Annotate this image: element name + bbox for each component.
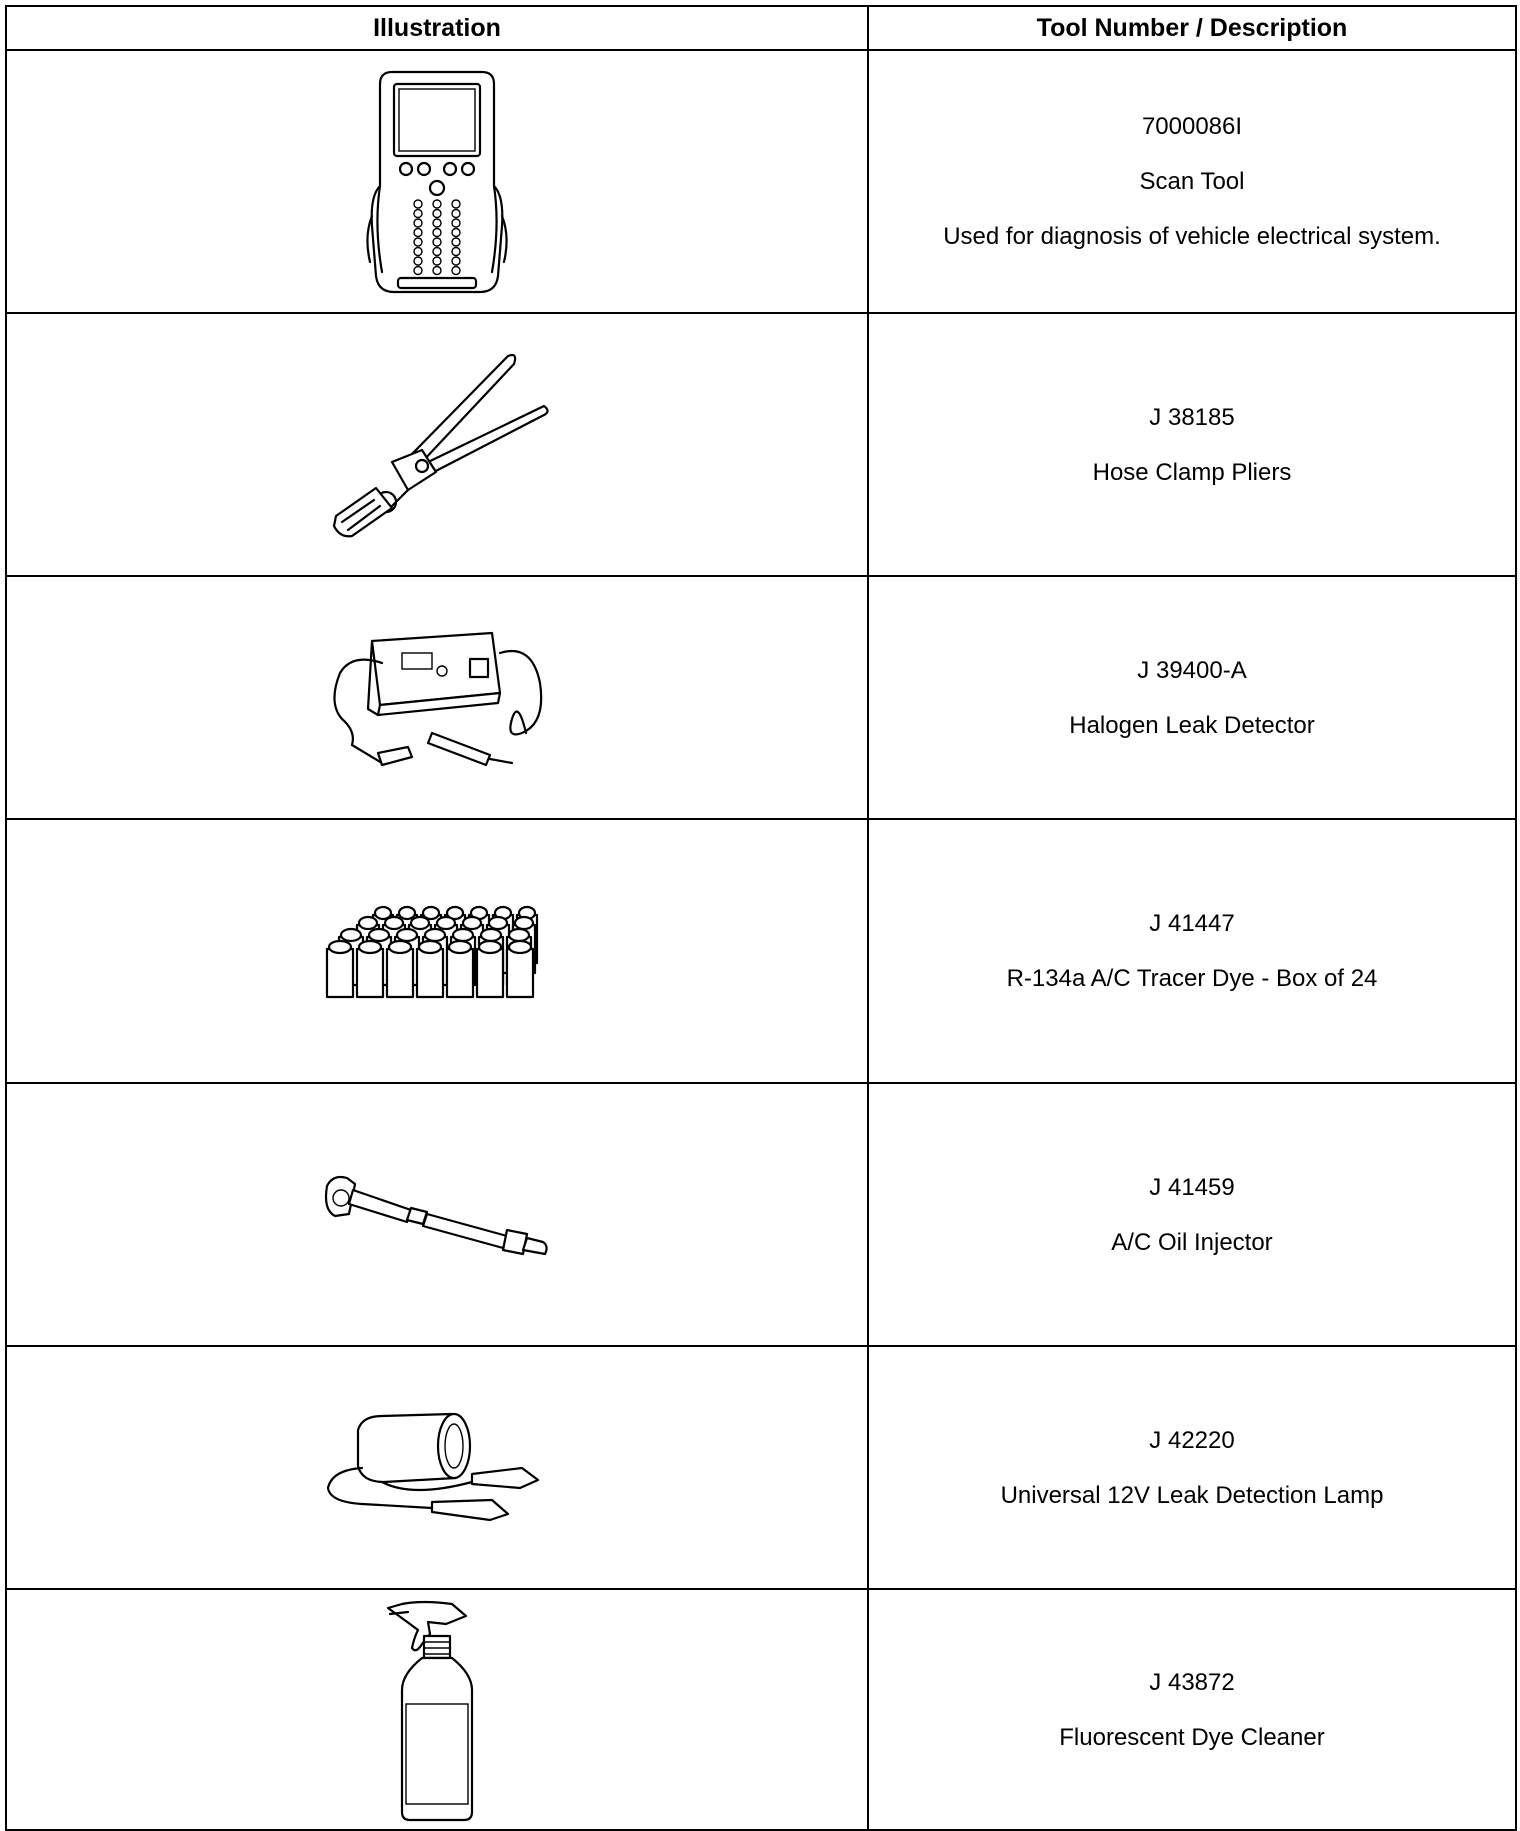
description-cell [868, 1083, 1516, 1346]
tool-number: J 43872 [1149, 1668, 1235, 1696]
tool-name: R-134a A/C Tracer Dye - Box of 24 [1006, 965, 1378, 992]
table-row [6, 1083, 1516, 1346]
tool-name: Universal 12V Leak Detection Lamp [1000, 1481, 1384, 1509]
illustration-cell [6, 1083, 868, 1346]
description-cell [868, 50, 1516, 313]
leak-detection-lamp-icon [322, 1408, 552, 1528]
tool-number: J 41447 [1149, 910, 1235, 937]
tool-name: Fluorescent Dye Cleaner [1059, 1723, 1325, 1751]
description-cell [868, 1589, 1516, 1830]
spray-bottle-icon [382, 1594, 492, 1826]
description-cell [868, 819, 1516, 1083]
table-row [6, 576, 1516, 819]
illustration-cell [6, 50, 868, 313]
description-cell [868, 313, 1516, 576]
tool-number: J 38185 [1149, 403, 1235, 431]
tool-name: Hose Clamp Pliers [1092, 458, 1292, 486]
table-row [6, 313, 1516, 576]
header-tool-number-description: Tool Number / Description [868, 6, 1516, 50]
tool-name: A/C Oil Injector [1111, 1228, 1273, 1256]
tool-number: J 42220 [1149, 1426, 1235, 1454]
tool-name: Halogen Leak Detector [1069, 711, 1315, 739]
illustration-cell [6, 1589, 868, 1830]
special-tools-table [5, 5, 1517, 1831]
header-row [6, 6, 1516, 50]
illustration-cell [6, 819, 868, 1083]
description-cell [868, 1346, 1516, 1589]
illustration-cell [6, 1346, 868, 1589]
tool-number: 7000086I [1141, 113, 1243, 140]
header-illustration: Illustration [6, 6, 868, 50]
table-row [6, 819, 1516, 1083]
tool-note: Used for diagnosis of vehicle electrical system. [943, 223, 1441, 250]
tool-name: Scan Tool [1139, 168, 1245, 195]
oil-injector-icon [317, 1170, 557, 1260]
tool-number: J 39400-A [1137, 656, 1247, 684]
tool-number: J 41459 [1149, 1173, 1235, 1201]
table-row [6, 1346, 1516, 1589]
tracer-dye-box-icon [317, 891, 557, 1011]
halogen-leak-detector-icon [322, 623, 552, 773]
table-row [6, 1589, 1516, 1830]
table-row [6, 50, 1516, 313]
scan-tool-icon [362, 66, 512, 298]
hose-clamp-pliers-icon [322, 350, 552, 540]
illustration-cell [6, 576, 868, 819]
description-cell [868, 576, 1516, 819]
illustration-cell [6, 313, 868, 576]
